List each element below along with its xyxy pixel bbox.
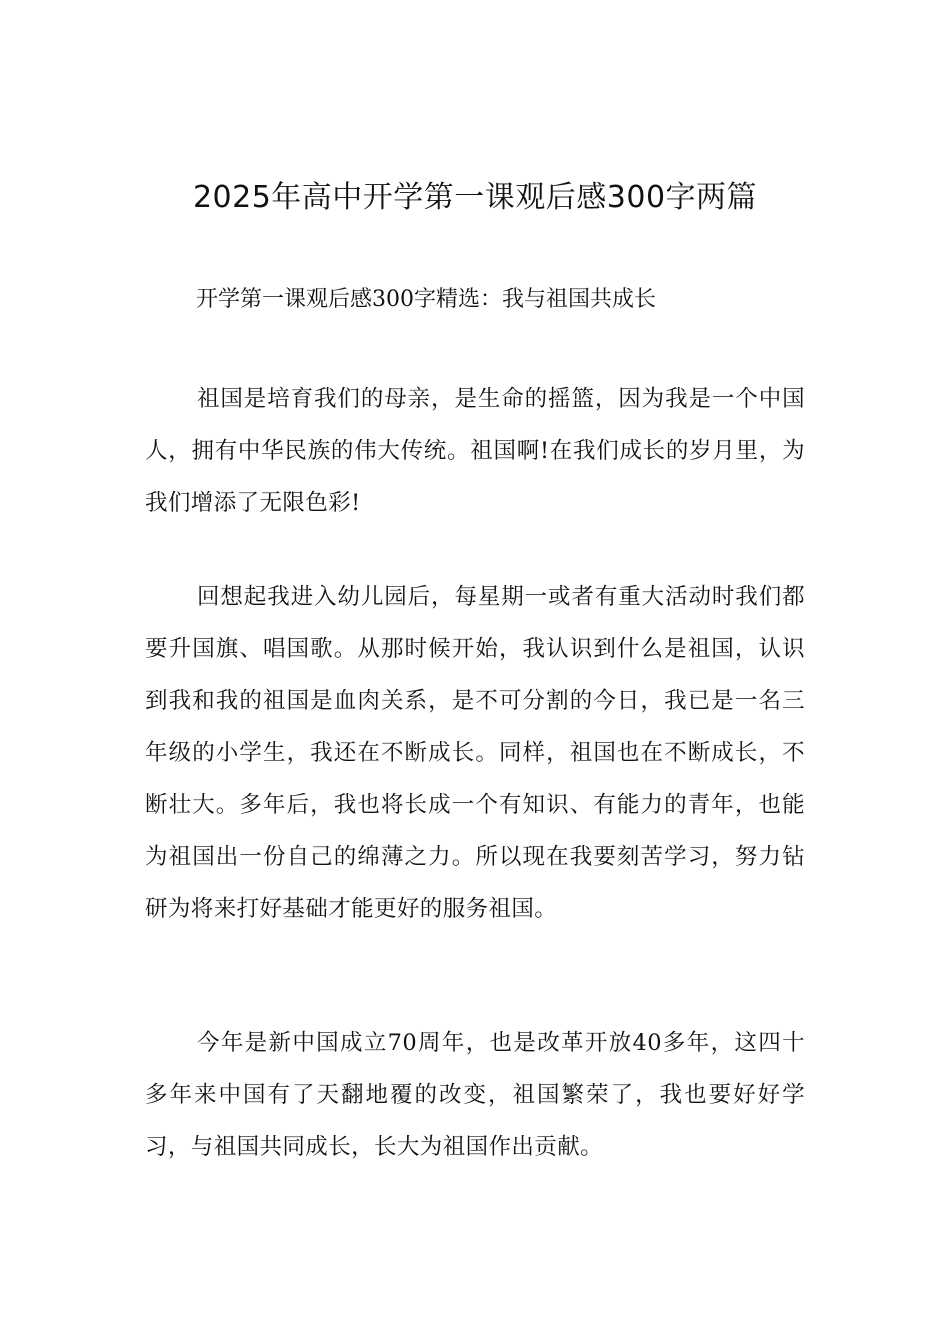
essay-subtitle: 开学第一课观后感300字精选：我与祖国共成长 — [196, 287, 656, 312]
paragraph-3: 今年是新中国成立70周年，也是改革开放40多年，这四十多年来中国有了天翻地覆的改变，祖国繁荣了，我也要好好学习，与祖国共同成长，长大为祖国作出贡献。 — [145, 1030, 805, 1160]
paragraph-1: 祖国是培育我们的母亲，是生命的摇篮，因为我是一个中国人，拥有中华民族的伟大传统。祖国啊!在我们成长的岁月里，为我们增添了无限色彩! — [145, 386, 805, 516]
paragraph-2: 回想起我进入幼儿园后，每星期一或者有重大活动时我们都要升国旗、唱国歌。从那时候开始，我认识到什么是祖国，认识到我和我的祖国是血肉关系，是不可分割的今日，我已是一名三年级的小学生，我还在不断成长。同样，祖国也在不断成长，不断壮大。多年后，我也将长成一个有知识、有能力的青年，也能为祖国出一份自己的绵薄之力。所以现在我要刻苦学习，努力钻研为将来打好基础才能更好的服务祖国。 — [145, 584, 805, 922]
document-title: 2025年高中开学第一课观后感300字两篇 — [192, 180, 758, 215]
